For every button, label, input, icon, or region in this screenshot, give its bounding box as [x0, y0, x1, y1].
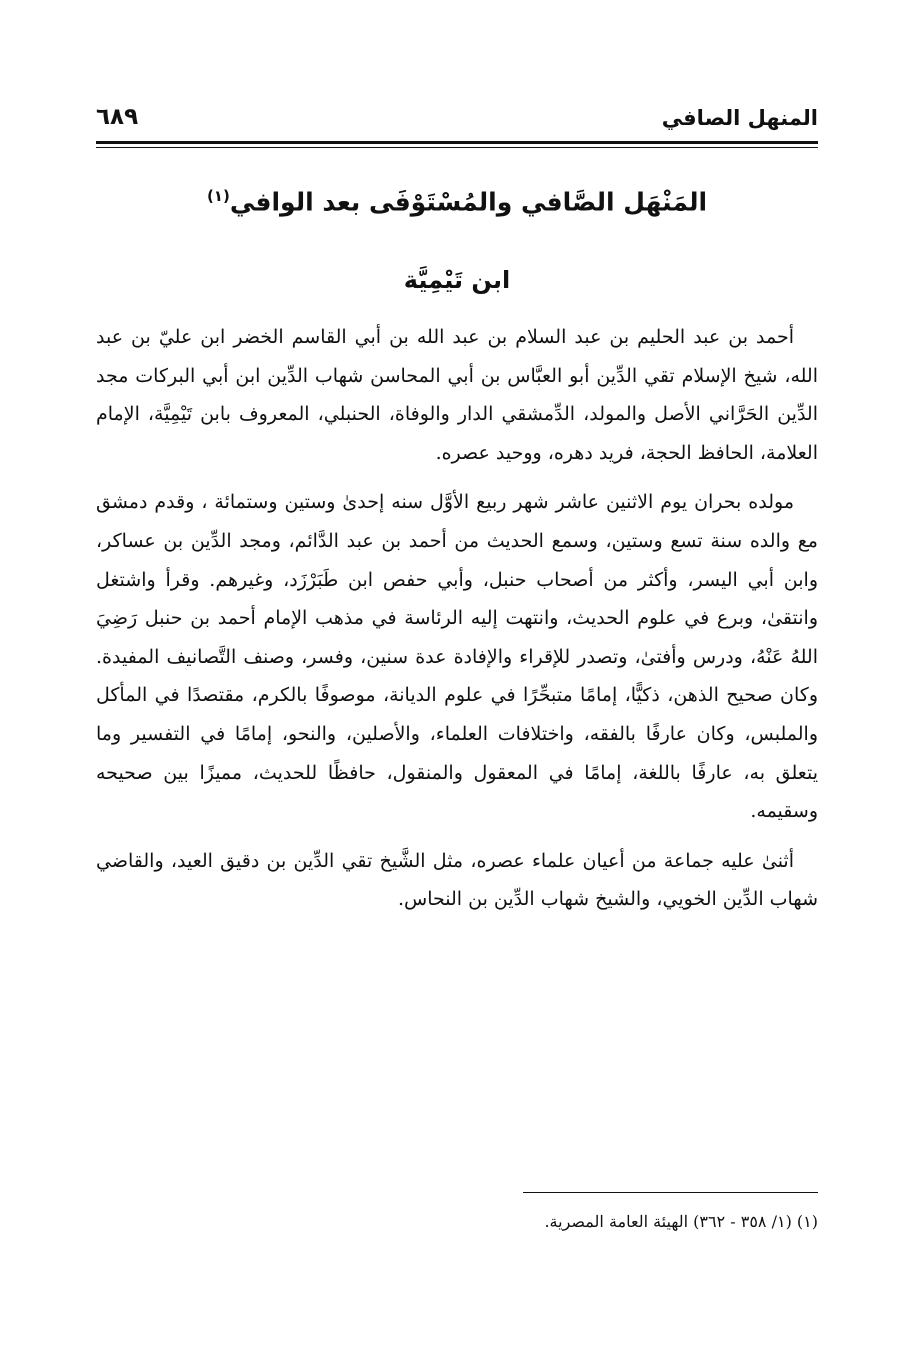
entry-heading: ابن تَيْمِيَّة	[403, 266, 511, 294]
page-number: ٦٨٩	[96, 104, 139, 130]
paragraph: أثنىٰ عليه جماعة من أعيان علماء عصره، مثل الشَّيخ تقي الدِّين بن دقيق العيد، والقاضي شهاب الدِّين الخويي، والشيخ شهاب الدِّين بن النحاس.	[96, 849, 818, 911]
footnote-reference: (١)	[206, 187, 230, 205]
paragraph: أحمد بن عبد الحليم بن عبد السلام بن عبد الله بن أبي القاسم الخضر ابن عليّ بن عبد الله، شيخ الإسلام تقي الدِّين أبو العبَّاس بن أبي المحاسن شهاب الدِّين ابن أبي البركات مجد الدِّين الحَرَّاني الأصل والمولد، الدِّمشقي الدار والوفاة، الحنبلي، المعروف بابن تَيْمِيَّة، الإمام العلامة، الحافظ الحجة، فريد دهره، ووحيد عصره.	[96, 326, 819, 464]
footnote: (١) (١/ ٣٥٨ - ٣٦٢) الهيئة العامة المصرية.	[544, 1212, 818, 1231]
page-header	[96, 100, 818, 144]
entry-body	[96, 318, 818, 930]
chapter-title-text: المَنْهَل الصَّافي والمُسْتَوْفَى بعد الوافي	[229, 187, 708, 217]
running-title: المنهل الصافي	[661, 106, 818, 130]
header-rule-thick	[96, 141, 818, 144]
header-rule-thin	[96, 147, 818, 148]
paragraph: مولده بحران يوم الاثنين عاشر شهر ربيع الأوَّل سنه إحدىٰ وستين وستمائة ، وقدم دمشق مع والده سنة تسع وستين، وسمع الحديث من أحمد بن عبد الدَّائم، ومجد الدِّين بن عساكر، وابن أبي اليسر، وأكثر من أصحاب حنبل، وأبي حفص ابن طَبَرْزَد، وغيرهم. وقرأ واشتغل وانتقىٰ، وبرع في علوم الحديث، وانتهت إليه الرئاسة في مذهب الإمام أحمد بن حنبل رَضِيَ اللهُ عَنْهُ، ودرس وأفتىٰ، وتصدر للإقراء والإفادة عدة سنين، وفسر، وصنف التَّصانيف المفيدة. وكان صحيح الذهن، ذكيًّا، إمامًا متبحِّرًا في علوم الديانة، موصوفًا بالكرم، مقتصدًا في المأكل والملبس، وكان عارفًا بالفقه، واختلافات العلماء، والأصلين، والنحو، إمامًا في التفسير وما يتعلق به، عارفًا باللغة، إمامًا في المعقول والمنقول، حافظًا للحديث، مميزًا بين صحيحه وسقيمه.	[96, 491, 818, 823]
chapter-title	[96, 176, 818, 222]
footnote-separator	[523, 1192, 818, 1193]
